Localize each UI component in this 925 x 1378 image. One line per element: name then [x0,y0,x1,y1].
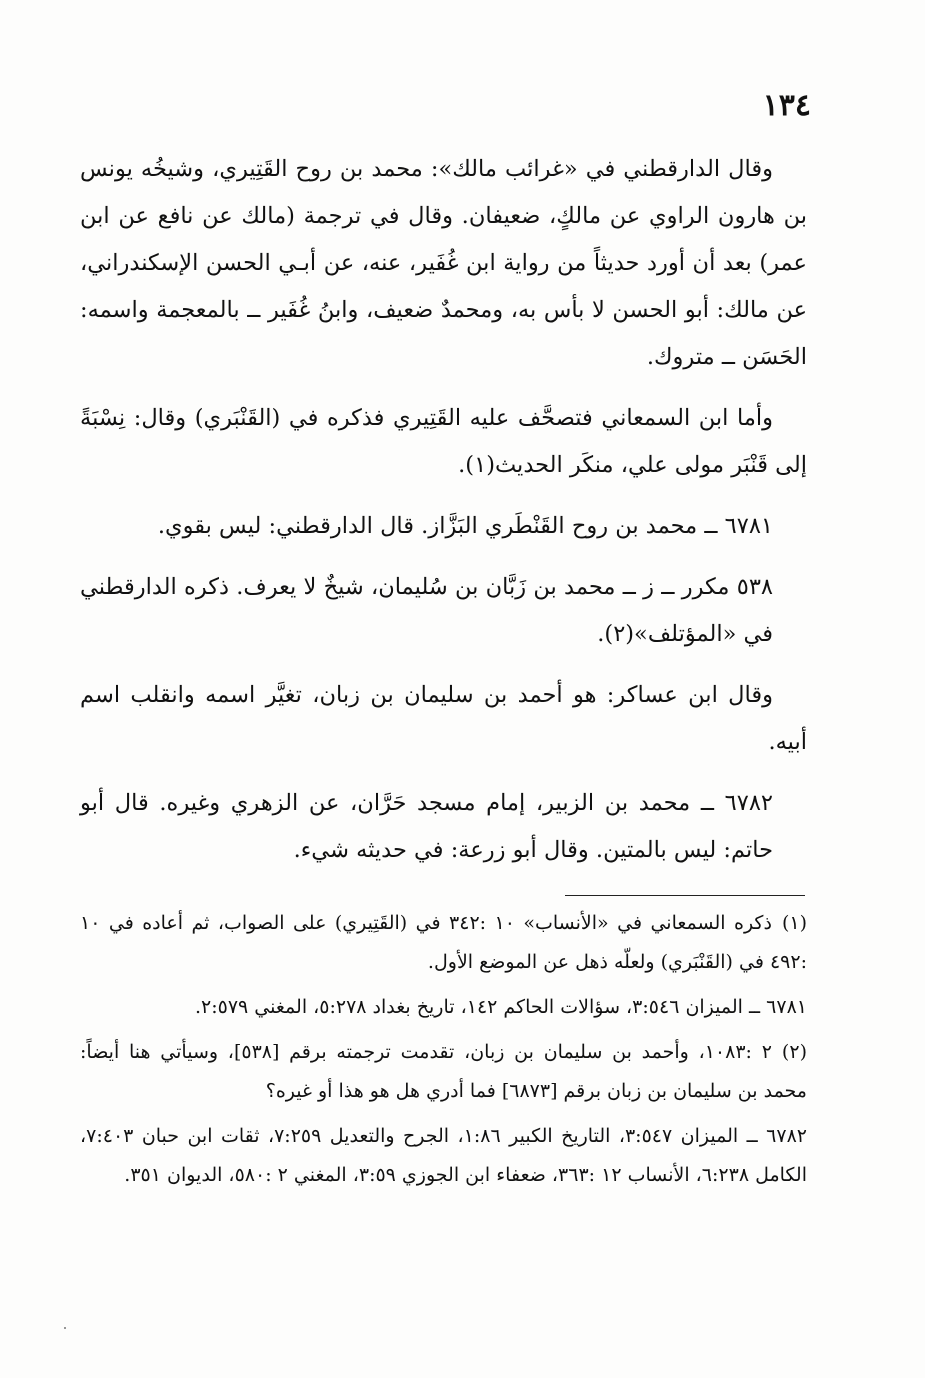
page-number: ١٣٤ [762,88,811,123]
footnote-text: ٦٧٨٢ ــ الميزان ٣:٥٤٧، التاريخ الكبير ١:٨٦، الجرح والتعديل ٧:٢٥٩، ثقات ابن حبان ٧:٤٠٣، الكامل ٦:٢٣٨، الأنساب ١٢ :٣٦٣، ضعفاء ابن الجوزي ٣:٥٩، المغني ٢ :٥٨٠، الديوان ٣٥١. [80,1125,807,1186]
footnote-text: ذكره السمعاني في «الأنساب» ١٠ :٣٤٢ في (القَتِيري) على الصواب، ثم أعاده في ١٠ :٤٩٢ في (القَنْبَري) ولعلّه ذهل عن الموضع الأول. [80,912,807,973]
scan-speck [64,1327,66,1329]
paragraph-samani: وأما ابن السمعاني فتصحَّف عليه القَتِيري فذكره في (القَنْبَري) وقال: نِسْبَةً إلى قَنْبَر مولى علي، منكَر الحديث(١). [80,405,807,478]
footnote-text: ٦٧٨١ ــ الميزان ٣:٥٤٦، سؤالات الحاكم ١٤٢، تاريخ بغداد ٥:٢٧٨، المغني ٢:٥٧٩. [194,996,807,1018]
entry-6781: ٦٧٨١ ــ محمد بن روح القَنْطَري البَزَّاز. قال الدارقطني: ليس بقوي. [157,513,773,539]
paragraph-ibn-asakir: وقال ابن عساكر: هو أحمد بن سليمان بن زبان، تغيَّر اسمه وانقلب اسم أبيه. [80,682,807,755]
footnote-sources-6781 [80,988,807,1027]
footnote-mark: (١) [781,912,808,934]
entry-6782: ٦٧٨٢ ــ محمد بن الزبير، إمام مسجد حَرَّان، عن الزهري وغيره. قال أبو حاتم: ليس بالمتين. وقال أبو زرعة: في حديثه شيء. [80,790,773,863]
entry-538: ٥٣٨ مكرر ــ ز ــ محمد بن زَبَّان بن سُليمان، شيخٌ لا يعرف. ذكره الدارقطني في «المؤتلف»(٢). [80,574,773,647]
paragraph-daraqutni: وقال الدارقطني في «غرائب مالك»: محمد بن روح القَتِيري، وشيخُه يونس بن هارون الراوي عن مالكٍ، ضعيفان. وقال في ترجمة (مالك عن نافع عن ابن عمر) بعد أن أورد حديثاً من رواية ابن غُفَير، عنه، عن أبـي الحسن الإسكندراني، عن مالك: أبو الحسن لا بأس به، ومحمدٌ ضعيف، وابنُ غُفَير ــ بالمعجمة واسمه: الحَسَن ــ متروك. [80,156,807,370]
footnote-2 [80,1033,807,1111]
footnote-separator [565,895,805,896]
main-text [80,146,807,888]
footnote-sources-6782 [80,1117,807,1195]
footnotes [80,904,807,1201]
footnote-mark: (٢) [781,1041,807,1063]
footnote-text: ٢ :١٠٨٣، وأحمد بن سليمان بن زبان، تقدمت ترجمته برقم [٥٣٨]، وسيأتي هنا أيضاً: محمد بن سليمان بن زبان برقم [٦٨٧٣] فما أدري هل هو هذا أو غيره؟ [80,1041,807,1102]
footnote-1 [80,904,807,982]
